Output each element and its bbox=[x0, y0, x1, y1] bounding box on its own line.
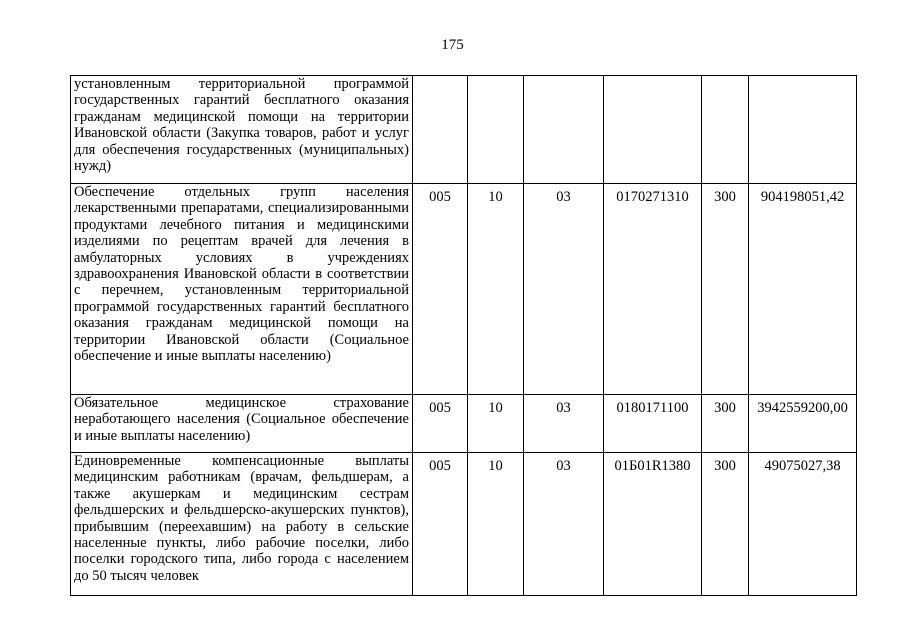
table-row bbox=[71, 395, 857, 453]
target-code: 0180171100 bbox=[604, 395, 702, 453]
subsection-code: 03 bbox=[524, 395, 604, 453]
expense-type-code: 300 bbox=[702, 395, 749, 453]
expense-type-code bbox=[702, 76, 749, 184]
row-description: Обязательное медицинское страхование неработающего населения (Социальное обеспечение и иные выплаты населению) bbox=[71, 395, 413, 453]
amount bbox=[749, 76, 857, 184]
subsection-code bbox=[524, 76, 604, 184]
row-description: Единовременные компенсационные выплаты медицинским работникам (врачам, фельдшерам, а также акушеркам и медицинским сестрам фельдшерских и фельдшерско-акушерских пунктов), прибывшим (переехавшим) на работу в сельские населенные пункты, либо рабочие поселки, либо поселки городского типа, либо города с населением до 50 тысяч человек bbox=[71, 453, 413, 596]
table-row bbox=[71, 76, 857, 184]
target-code bbox=[604, 76, 702, 184]
ministry-code: 005 bbox=[413, 453, 468, 596]
section-code: 10 bbox=[468, 395, 524, 453]
target-code: 01Б01R1380 bbox=[604, 453, 702, 596]
ministry-code: 005 bbox=[413, 395, 468, 453]
row-description: установленным территориальной программой государственных гарантий бесплатного оказания гражданам медицинской помощи на территории Ивановской области (Закупка товаров, работ и услуг для обеспечения государственных (муниципальных) нужд) bbox=[71, 76, 413, 184]
row-description: Обеспечение отдельных групп населения лекарственными препаратами, специализированными продуктами лечебного питания и медицинскими изделиями по рецептам врачей для лечения в амбулаторных условиях в учреждениях здравоохранения Ивановской области в соответствии с перечнем, установленным территориальной программой государственных гарантий бесплатного оказания гражданам медицинской помощи на территории Ивановской области (Социальное обеспечение и иные выплаты населению) bbox=[71, 184, 413, 395]
section-code bbox=[468, 76, 524, 184]
ministry-code bbox=[413, 76, 468, 184]
expense-type-code: 300 bbox=[702, 184, 749, 395]
section-code: 10 bbox=[468, 184, 524, 395]
amount: 3942559200,00 bbox=[749, 395, 857, 453]
ministry-code: 005 bbox=[413, 184, 468, 395]
amount: 904198051,42 bbox=[749, 184, 857, 395]
expense-type-code: 300 bbox=[702, 453, 749, 596]
page-number: 175 bbox=[441, 37, 464, 53]
subsection-code: 03 bbox=[524, 184, 604, 395]
table-row bbox=[71, 453, 857, 596]
target-code: 0170271310 bbox=[604, 184, 702, 395]
subsection-code: 03 bbox=[524, 453, 604, 596]
amount: 49075027,38 bbox=[749, 453, 857, 596]
budget-table bbox=[70, 75, 857, 596]
table-row bbox=[71, 184, 857, 395]
section-code: 10 bbox=[468, 453, 524, 596]
